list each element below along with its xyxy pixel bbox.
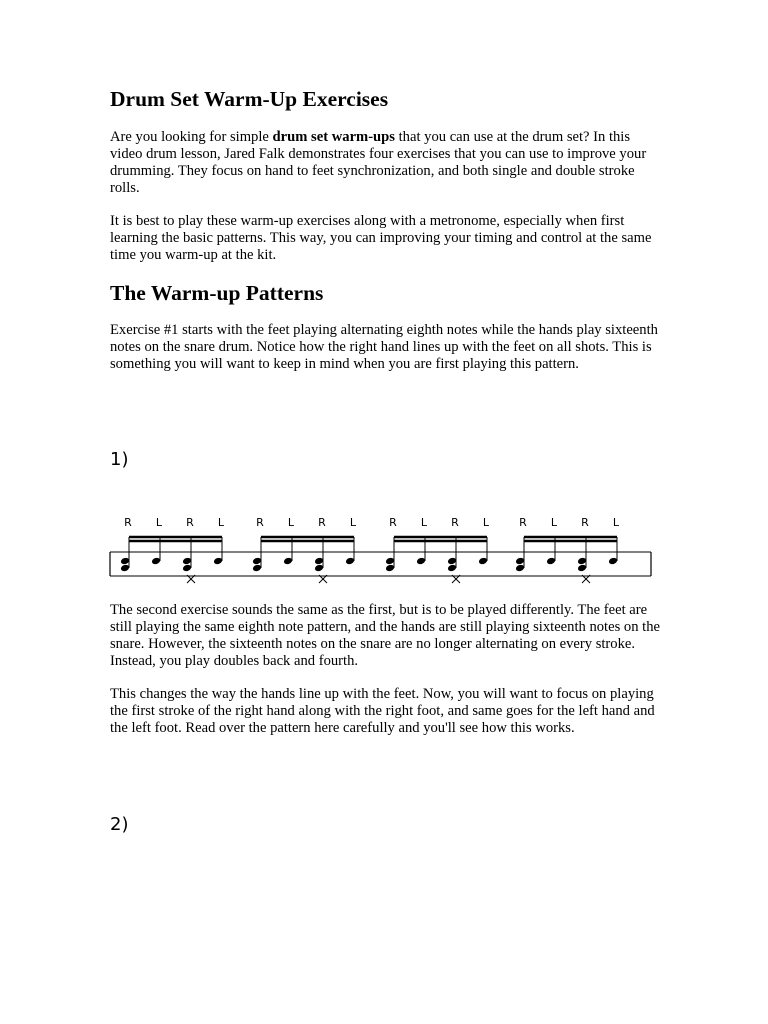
exercise-2-label: 2) <box>110 814 129 835</box>
snare-note <box>151 557 161 566</box>
sticking-letter: L <box>287 516 295 529</box>
intro-text-start: Are you looking for simple <box>110 129 273 145</box>
bass-drum-note <box>314 564 324 573</box>
sticking-letter: L <box>217 516 225 529</box>
sticking-letter: R <box>186 516 194 529</box>
sticking-letter: L <box>482 516 490 529</box>
snare-note <box>546 557 556 566</box>
snare-note <box>447 557 457 566</box>
bass-drum-note <box>252 564 262 573</box>
metronome-paragraph: It is best to play these warm-up exercises along with a metronome, especially when first learning the basic patterns. This way, you can improving your timing and control at the same time you warm-up at the kit. <box>110 213 652 263</box>
sticking-letter: L <box>420 516 428 529</box>
snare-note <box>385 557 395 566</box>
exercise-2-paragraph: The second exercise sounds the same as the first, but is to be played differently. The feet are still playing the same eighth note pattern, and the hands are still playing sixteenth notes on the snare. However, the sixteenth notes on the snare are no longer alternating on every stroke. Instead, you play doubles back and fourth. <box>110 602 660 669</box>
sticking-letter: R <box>124 516 132 529</box>
bass-drum-note <box>120 564 130 573</box>
sticking-letter: R <box>581 516 589 529</box>
snare-note <box>608 557 618 566</box>
intro-text-end: that you can use at the drum set? In this video drum lesson, Jared Falk demonstrates four exercises that you can use to improve your drumming. They focus on hand to feet synchronization, and both single and double stroke rolls. <box>110 129 647 196</box>
sticking-row <box>124 516 620 529</box>
sticking-letter: L <box>155 516 163 529</box>
intro-paragraph <box>110 129 662 197</box>
bass-drum-note <box>515 564 525 573</box>
snare-note <box>515 557 525 566</box>
snare-note <box>345 557 355 566</box>
sticking-letter: R <box>318 516 326 529</box>
exercise-1-paragraph: Exercise #1 starts with the feet playing alternating eighth notes while the hands play sixteenth notes on the snare drum. Notice how the right hand lines up with the feet on all shots. This is something you will want to keep in mind when you are first playing this pattern. <box>110 322 658 372</box>
exercise-1-notation <box>108 512 654 588</box>
snare-note <box>213 557 223 566</box>
hands-feet-paragraph: This changes the way the hands line up with the feet. Now, you will want to focus on playing the first stroke of the right hand along with the right foot, and same goes for the left hand and the left foot. Read over the pattern here carefully and you'll see how this works. <box>110 686 655 736</box>
exercise-1-label: 1) <box>110 449 129 470</box>
bass-drum-note <box>182 564 192 573</box>
bass-drum-note <box>447 564 457 573</box>
sticking-letter: L <box>550 516 558 529</box>
snare-note <box>252 557 262 566</box>
sticking-letter: R <box>519 516 527 529</box>
bass-drum-note <box>577 564 587 573</box>
section-heading: The Warm-up Patterns <box>110 281 324 305</box>
snare-note <box>182 557 192 566</box>
bass-drum-note <box>385 564 395 573</box>
sticking-letter: R <box>451 516 459 529</box>
sticking-letter: R <box>389 516 397 529</box>
sticking-letter: L <box>349 516 357 529</box>
snare-note <box>478 557 488 566</box>
snare-note <box>416 557 426 566</box>
snare-note <box>577 557 587 566</box>
page-title: Drum Set Warm-Up Exercises <box>110 87 389 111</box>
snare-note <box>120 557 130 566</box>
sticking-letter: R <box>256 516 264 529</box>
snare-note <box>314 557 324 566</box>
snare-note <box>283 557 293 566</box>
intro-bold-phrase: drum set warm-ups <box>272 129 395 145</box>
sticking-letter: L <box>612 516 620 529</box>
